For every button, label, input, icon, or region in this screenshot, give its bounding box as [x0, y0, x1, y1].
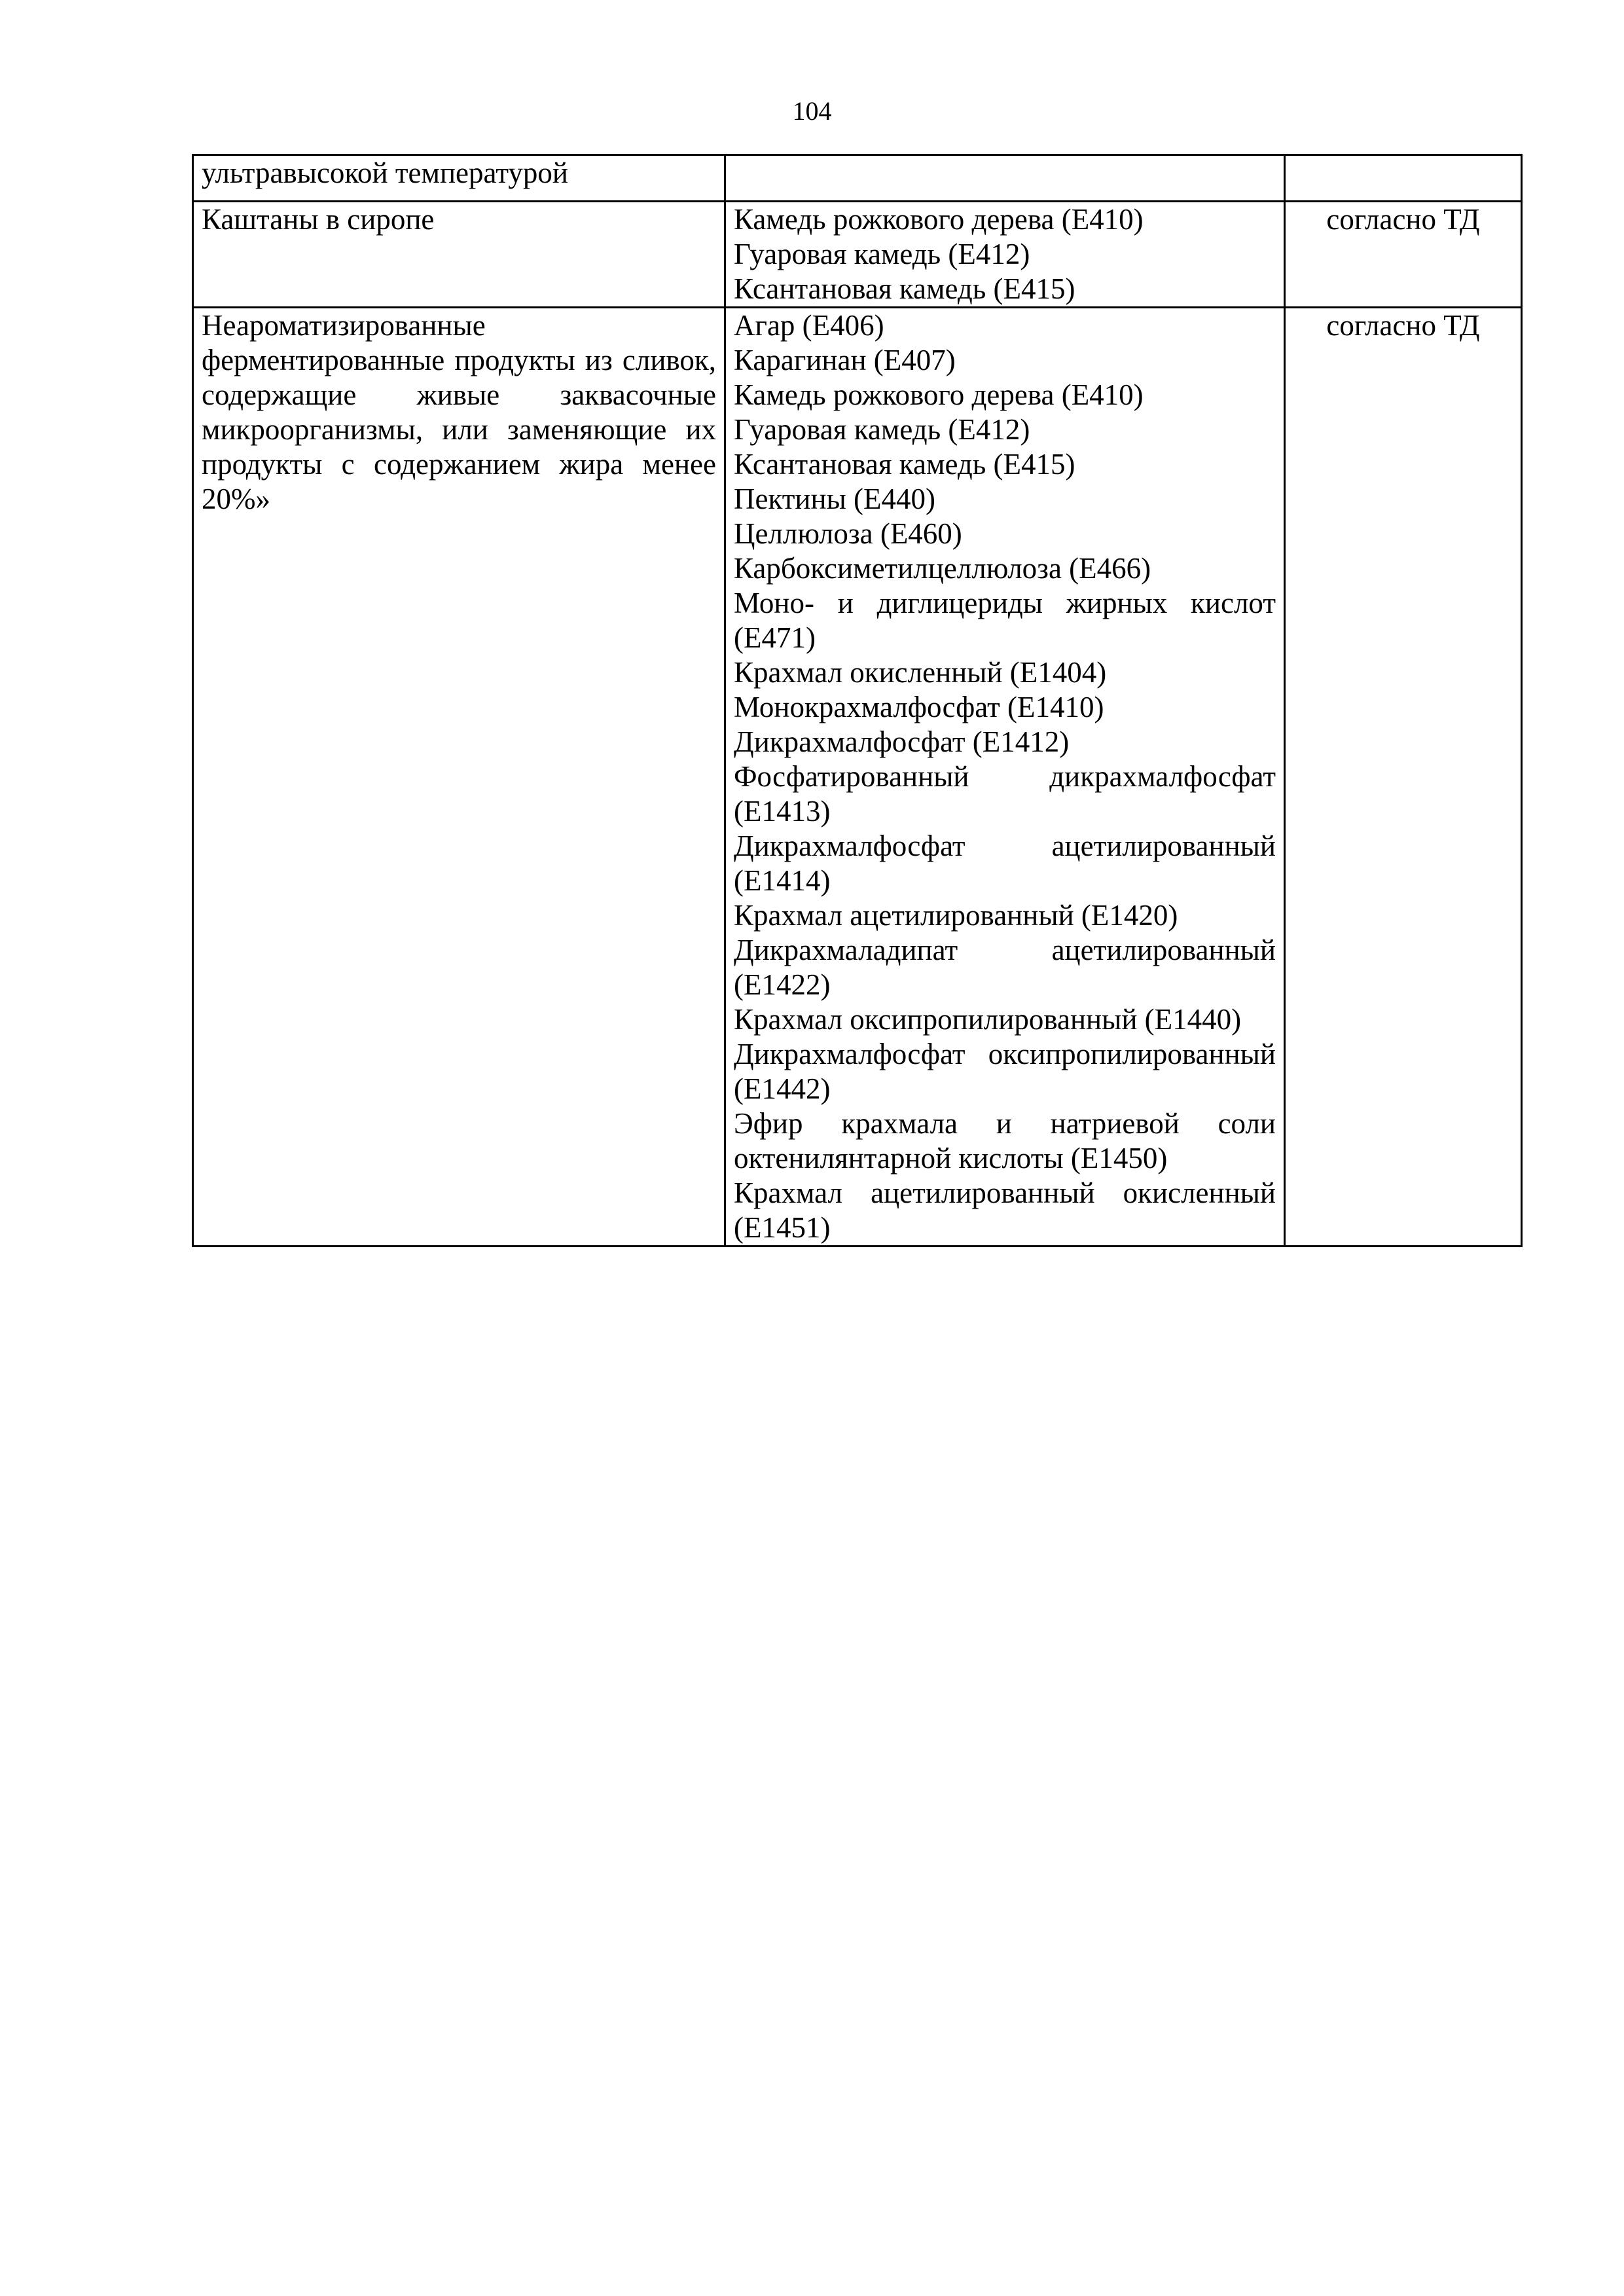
level-cell: согласно ТД [1285, 308, 1522, 1247]
additive-item: Камедь рожкового дерева (Е410) [734, 203, 1144, 236]
additive-item: Крахмал оксипропилированный (Е1440) [734, 1003, 1242, 1036]
table-row [193, 155, 1522, 202]
additive-item: Карагинан (Е407) [734, 344, 956, 376]
additive-item: Дикрахмалфосфат оксипропилированный (Е1442) [734, 1038, 1276, 1105]
additive-item: Дикрахмаладипат ацетилированный (Е1422) [734, 934, 1276, 1001]
additive-item: Целлюлоза (Е460) [734, 517, 962, 550]
additive-item: Агар (Е406) [734, 309, 884, 342]
additive-item: Крахмал ацетилированный (Е1420) [734, 899, 1178, 932]
additive-item: Дикрахмалфосфат ацетилированный (Е1414) [734, 829, 1276, 897]
additive-item: Ксантановая камедь (Е415) [734, 448, 1075, 481]
additives-cell [725, 202, 1285, 308]
additive-item: Карбоксиметилцеллюлоза (Е466) [734, 552, 1151, 585]
level-cell [1285, 155, 1522, 202]
table-row [193, 202, 1522, 308]
product-cell: Каштаны в сиропе [193, 202, 725, 308]
product-cell: Неароматизированные ферментированные продукты из сливок, содержащие живые заквасочные микроорганизмы, или заменяющие их продукты с содержанием жира менее 20%» [193, 308, 725, 1247]
additives-table [192, 154, 1523, 1247]
additive-item: Монокрахмалфосфат (Е1410) [734, 691, 1104, 723]
additive-item: Крахмал окисленный (Е1404) [734, 656, 1107, 689]
additive-item: Крахмал ацетилированный окисленный (Е1451) [734, 1176, 1276, 1244]
table-row [193, 308, 1522, 1247]
additive-item: Ксантановая камедь (Е415) [734, 272, 1075, 305]
additive-item: Моно- и диглицериды жирных кислот (Е471) [734, 587, 1276, 654]
additives-cell [725, 308, 1285, 1247]
level-cell: согласно ТД [1285, 202, 1522, 308]
additive-item: Гуаровая камедь (Е412) [734, 413, 1030, 446]
additive-item: Камедь рожкового дерева (Е410) [734, 378, 1144, 411]
additives-cell [725, 155, 1285, 202]
additive-item: Пектины (Е440) [734, 483, 936, 515]
additive-item: Эфир крахмала и натриевой соли октенилянтарной кислоты (Е1450) [734, 1107, 1276, 1175]
additive-item: Дикрахмалфосфат (Е1412) [734, 725, 1070, 758]
product-cell: ультравысокой температурой [193, 155, 725, 202]
additive-item: Гуаровая камедь (Е412) [734, 238, 1030, 270]
page-number: 104 [792, 96, 832, 126]
additive-item: Фосфатированный дикрахмалфосфат (Е1413) [734, 760, 1276, 828]
